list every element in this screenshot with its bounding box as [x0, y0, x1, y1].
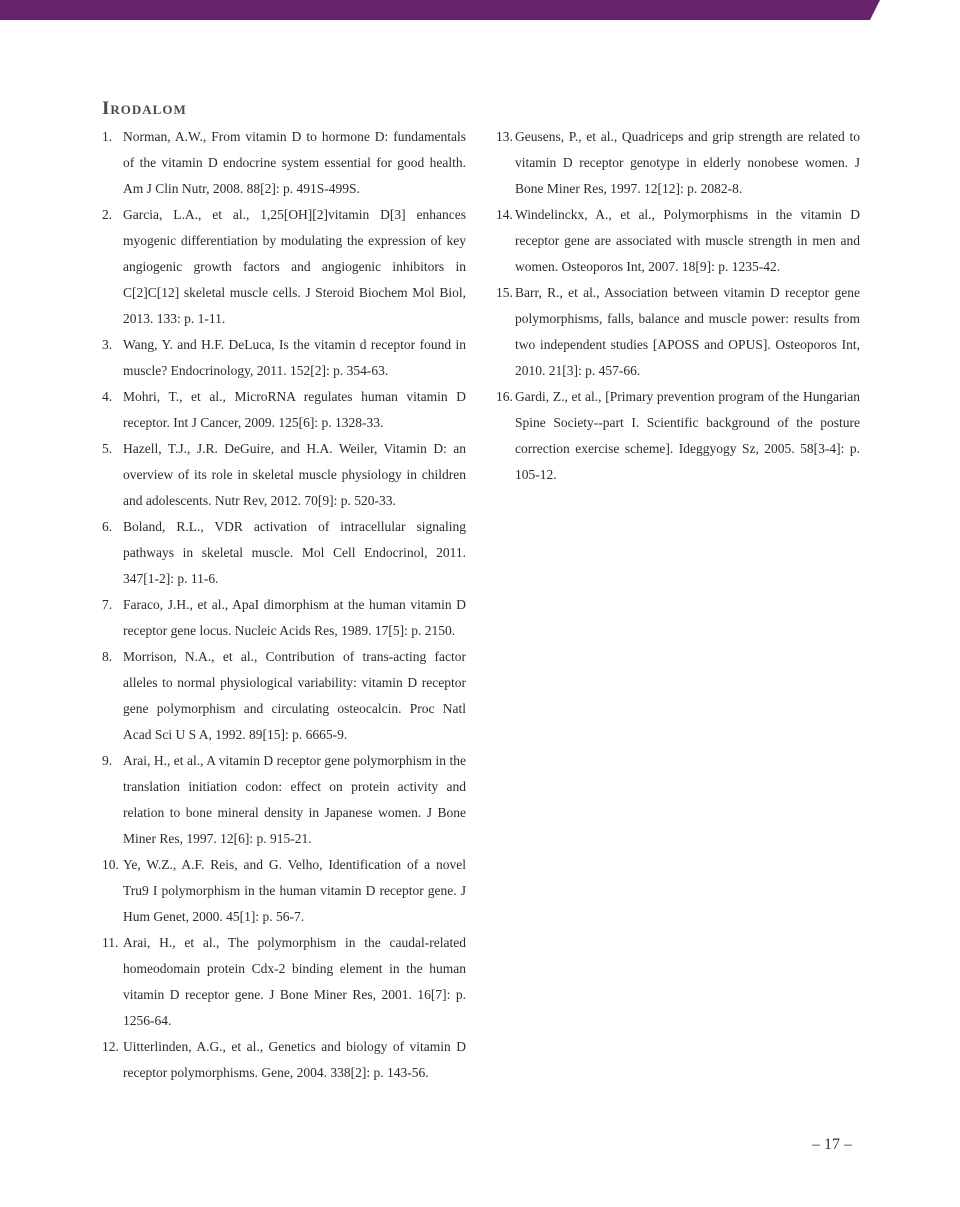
reference-item	[102, 930, 466, 1034]
reference-text: Uitterlinden, A.G., et al., Genetics and biology of vitamin D receptor polymorphisms. Gene, 2004. 338[2]: p. 143-56.	[123, 1039, 466, 1080]
reference-item	[102, 436, 466, 514]
reference-number: 2.	[102, 207, 113, 222]
reference-number: 11.	[102, 935, 119, 950]
reference-item	[102, 1034, 466, 1086]
reference-item	[496, 384, 860, 488]
reference-text: Mohri, T., et al., MicroRNA regulates human vitamin D receptor. Int J Cancer, 2009. 125[6]: p. 1328-33.	[123, 389, 466, 430]
reference-number: 16.	[496, 389, 513, 404]
reference-item	[102, 852, 466, 930]
reference-item	[102, 592, 466, 644]
references-heading: Irodalom	[102, 98, 187, 119]
reference-text: Hazell, T.J., J.R. DeGuire, and H.A. Weiler, Vitamin D: an overview of its role in skeletal muscle physiology in children and adolescents. Nutr Rev, 2012. 70[9]: p. 520-33.	[123, 441, 466, 508]
reference-item	[102, 514, 466, 592]
reference-number: 10.	[102, 857, 119, 872]
page-number: – 17 –	[812, 1136, 852, 1153]
reference-item	[102, 384, 466, 436]
reference-text: Arai, H., et al., The polymorphism in the caudal-related homeodomain protein Cdx-2 binding element in the human vitamin D receptor gene. J Bone Miner Res, 2001. 16[7]: p. 1256-64.	[123, 935, 466, 1028]
references-column-right	[496, 124, 860, 488]
reference-item	[496, 280, 860, 384]
reference-text: Barr, R., et al., Association between vitamin D receptor gene polymorphisms, falls, balance and muscle power: results from two independent studies [APOSS and OPUS]. Osteoporos Int, 2010. 21[3]: p. 457-66.	[515, 285, 860, 378]
reference-text: Windelinckx, A., et al., Polymorphisms in the vitamin D receptor gene are associated with muscle strength in men and women. Osteoporos Int, 2007. 18[9]: p. 1235-42.	[515, 207, 860, 274]
reference-text: Boland, R.L., VDR activation of intracellular signaling pathways in skeletal muscle. Mol Cell Endocrinol, 2011. 347[1-2]: p. 11-6.	[123, 519, 466, 586]
reference-text: Faraco, J.H., et al., ApaI dimorphism at the human vitamin D receptor gene locus. Nucleic Acids Res, 1989. 17[5]: p. 2150.	[123, 597, 466, 638]
reference-number: 15.	[496, 285, 513, 300]
reference-number: 8.	[102, 649, 113, 664]
reference-number: 9.	[102, 753, 113, 768]
reference-number: 4.	[102, 389, 113, 404]
reference-text: Wang, Y. and H.F. DeLuca, Is the vitamin d receptor found in muscle? Endocrinology, 2011. 152[2]: p. 354-63.	[123, 337, 466, 378]
header-bar	[0, 0, 960, 20]
reference-number: 13.	[496, 129, 513, 144]
reference-item	[102, 332, 466, 384]
reference-text: Garcia, L.A., et al., 1,25[OH][2]vitamin D[3] enhances myogenic differentiation by modulating the expression of key angiogenic growth factors and angiogenic inhibitors in C[2]C[12] skeletal muscle cells. J Steroid Biochem Mol Biol, 2013. 133: p. 1-11.	[123, 207, 466, 326]
header-bar-cut	[870, 0, 960, 20]
reference-number: 7.	[102, 597, 113, 612]
reference-number: 1.	[102, 129, 113, 144]
reference-item	[496, 124, 860, 202]
reference-number: 6.	[102, 519, 113, 534]
reference-number: 12.	[102, 1039, 119, 1054]
reference-item	[102, 748, 466, 852]
reference-item	[102, 124, 466, 202]
reference-item	[496, 202, 860, 280]
references-column-left	[102, 124, 466, 1086]
reference-number: 5.	[102, 441, 113, 456]
reference-text: Geusens, P., et al., Quadriceps and grip strength are related to vitamin D receptor genotype in elderly nonobese women. J Bone Miner Res, 1997. 12[12]: p. 2082-8.	[515, 129, 860, 196]
reference-text: Morrison, N.A., et al., Contribution of trans-acting factor alleles to normal physiological variability: vitamin D receptor gene polymorphism and circulating osteocalcin. Proc Natl Acad Sci U S A, 1992. 89[15]: p. 6665-9.	[123, 649, 466, 742]
reference-text: Norman, A.W., From vitamin D to hormone D: fundamentals of the vitamin D endocrine system essential for good health. Am J Clin Nutr, 2008. 88[2]: p. 491S-499S.	[123, 129, 466, 196]
reference-text: Gardi, Z., et al., [Primary prevention program of the Hungarian Spine Society--part I. Scientific background of the posture correction exercise scheme]. Ideggyogy Sz, 2005. 58[3-4]: p. 105-12.	[515, 389, 860, 482]
reference-text: Ye, W.Z., A.F. Reis, and G. Velho, Identification of a novel Tru9 I polymorphism in the human vitamin D receptor gene. J Hum Genet, 2000. 45[1]: p. 56-7.	[123, 857, 466, 924]
reference-number: 3.	[102, 337, 113, 352]
reference-item	[102, 202, 466, 332]
reference-item	[102, 644, 466, 748]
reference-text: Arai, H., et al., A vitamin D receptor gene polymorphism in the translation initiation codon: effect on protein activity and relation to bone mineral density in Japanese women. J Bone Miner Res, 1997. 12[6]: p. 915-21.	[123, 753, 466, 846]
reference-number: 14.	[496, 207, 513, 222]
